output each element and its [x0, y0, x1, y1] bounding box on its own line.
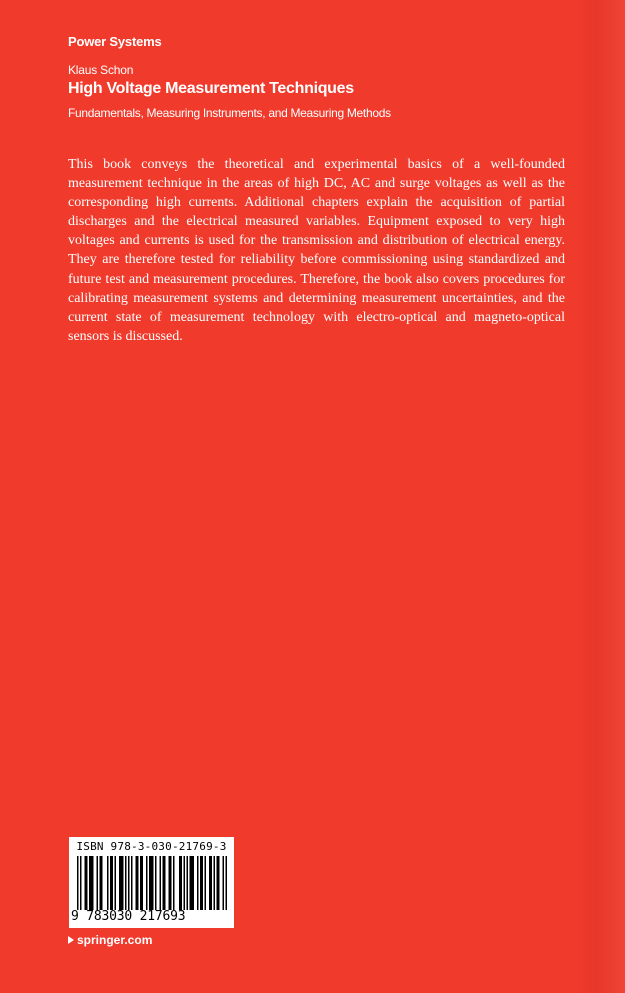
barcode-bar: [131, 856, 133, 910]
barcode-bar: [151, 856, 153, 910]
book-subtitle: Fundamentals, Measuring Instruments, and Measuring Methods: [68, 106, 391, 120]
series-name: Power Systems: [68, 34, 162, 49]
author-name: Klaus Schon: [68, 63, 134, 77]
barcode-bar: [202, 856, 204, 910]
barcode-bar: [226, 856, 228, 910]
barcode-bar: [197, 856, 199, 910]
arrow-right-icon: [68, 936, 74, 944]
barcode-bar: [137, 856, 139, 910]
barcode-bar: [170, 856, 172, 910]
barcode-bar: [191, 856, 193, 910]
barcode-bar: [140, 856, 142, 910]
barcode-bar: [209, 856, 211, 910]
isbn-label: ISBN 978-3-030-21769-3: [76, 840, 227, 853]
barcode-bar: [125, 856, 127, 910]
barcode-bar: [169, 856, 171, 910]
barcode-bar: [128, 856, 130, 910]
barcode-bar: [97, 856, 99, 910]
barcode-bar: [163, 856, 165, 910]
barcode-bar: [179, 856, 181, 910]
spine-shade: [577, 0, 625, 993]
barcode-bar: [100, 856, 102, 910]
barcode-bar: [164, 856, 166, 910]
barcode-bar: [149, 856, 151, 910]
website-label: springer.com: [77, 933, 153, 947]
barcode-bar: [115, 856, 117, 910]
barcode-bar: [223, 856, 225, 910]
barcode-bar: [200, 856, 202, 910]
barcode-bar: [211, 856, 213, 910]
barcode-bar: [86, 856, 88, 910]
barcode-bar: [193, 856, 195, 910]
barcode-bar: [173, 856, 175, 910]
book-title: High Voltage Measurement Techniques: [68, 80, 354, 97]
barcode-bar: [85, 856, 87, 910]
barcode-bar: [142, 856, 144, 910]
barcode-bar: [218, 856, 220, 910]
barcode-bar: [136, 856, 138, 910]
barcode-bar: [89, 856, 91, 910]
barcode-bar: [146, 856, 148, 910]
ean-digits: 9 783030 217693: [71, 909, 186, 924]
barcode-bar: [217, 856, 219, 910]
barcode-bar: [91, 856, 93, 910]
isbn-barcode: [69, 837, 234, 928]
barcode-bar: [181, 856, 183, 910]
barcode-bar: [92, 856, 94, 910]
barcode-bar: [152, 856, 154, 910]
barcode-bar: [187, 856, 189, 910]
barcode-bar: [119, 856, 121, 910]
publisher-website[interactable]: [68, 933, 152, 947]
barcode-bar: [155, 856, 157, 910]
barcode-bar: [214, 856, 216, 910]
barcode-bar: [122, 856, 124, 910]
barcode-bar: [110, 856, 112, 910]
barcode-bar: [80, 856, 82, 910]
barcode-bar: [205, 856, 207, 910]
barcode-bars: [77, 856, 227, 910]
barcode-bar: [112, 856, 114, 910]
barcode-bar: [77, 856, 79, 910]
barcode-bar: [107, 856, 109, 910]
barcode-bar: [121, 856, 123, 910]
back-cover-blurb: This book conveys the theoretical and experimental basics of a well-founded measurement technique in the areas of high DC, AC and surge voltages as well as the corresponding high currents. Additional chapters explain the acquisition of partial discharges and the electrical measured variables. Equipment exposed to very high voltages and currents is used for the transmission and distribution of electrical energy. They are therefore tested for reliability before commissioning using standardized and future test and measurement procedures. Therefore, the book also covers procedures for calibrating measurement systems and determining measurement uncertainties, and the current state of measurement technology with electro-optical and magneto-optical sensors is discussed.: [68, 157, 565, 344]
barcode-bar: [101, 856, 103, 910]
barcode-bar: [184, 856, 186, 910]
barcode-bar: [160, 856, 162, 910]
barcode-bar: [190, 856, 192, 910]
